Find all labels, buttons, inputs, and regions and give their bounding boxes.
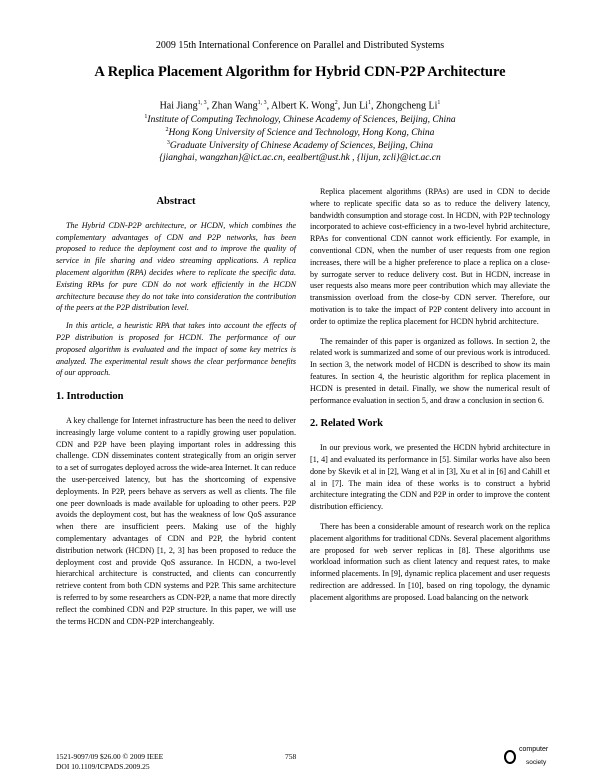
copyright-notice [56,752,163,772]
introduction-paragraph: A key challenge for Internet infrastructure has been the need to deliver increasingly large volume content to a rapidly growing user population. CDN and P2P have been playing important roles in addressing this challenge. CDN disseminates content strategically from an origin server to a set of surrogates deployed across the wide-area Internet. It can reduce the user-perceived latency, but has the shortcoming of expensive deployments. In P2P, peers behave as servers as well as clients. The file one peer downloads is made available for uploading to other peers. P2P avoids the deployment cost, but has the weakness of low QoS assurance when there are insufficient peers. Making use of the highly complementary advantages of CDN and P2P, the hybrid content distribution network (HCDN) [1, 2, 3] has been proposed to reduce the deployment cost and provide QoS assurance. In HCDN, a two-level hierarchical architecture is constructed, and clients can concurrently retrieve content from both CDN systems and P2P. This same architecture is referred to by some researchers as CDN-P2P, a name that more directly reflect the combined CDN and P2P structure. In this paper, we will use the terms HCDN and CDN-P2P interchangeably. [56,415,296,626]
page-number: 758 [285,752,297,761]
author-name: Jun Li [342,100,369,112]
computer-society-logo [504,746,554,770]
author-name: Zhongcheng Li [376,100,438,112]
related-work-paragraph: There has been a considerable amount of research work on the replica placement algorithms for traditional CDNs. Several placement algorithms are proposed for web server replicas in [8]. These algorithms use workload information such as client latency and request rates, to make informed placements. In [9], dynamic replica placement and user requests redirection are addressed. In [10], based on ring topology, the dynamic placement algorithms are proposed. Load balancing on the network [310,521,550,602]
affiliation-number: 1 [144,114,148,120]
author-name: Zhan Wang [211,100,258,112]
right-column [310,186,550,612]
affiliation-text: Graduate University of Chinese Academy of Sciences, Beijing, China [169,141,434,152]
logo-text-computer: computer [519,746,549,753]
author-affiliation-mark: 1 [368,100,372,106]
affiliation-number: 3 [166,140,170,146]
author-emails: {jianghai, wangzhan}@ict.ac.cn, eealbert@ust.hk , {lijun, zcli}@ict.ac.cn [159,153,441,163]
affiliation [0,114,600,125]
copyright-line: 1521-9097/09 $26.00 © 2009 IEEE [56,752,164,761]
abstract-paragraph: In this article, a heuristic RPA that takes into account the effects of P2P distribution is proposed for HCDN. The performance of our proposed algorithm is evaluated and the impact of some key metrics is analyzed. The experimental result shows the clear performance benefits of our approach. [56,321,296,378]
logo-text-society: society [526,759,547,766]
author-name: Hai Jiang [159,100,198,112]
affiliation-text: Hong Kong University of Science and Technology, Hong Kong, China [168,128,435,139]
paper-title: A Replica Placement Algorithm for Hybrid CDN-P2P Architecture [94,64,506,80]
author-list: Hai Jiang$^{1, 3}$, Zhan Wang$^{1, 3}$, Albert K. Wong$^2$, Jun Li$^1$, Zhongcheng Li$^1$ [159,100,441,112]
abstract-heading: Abstract [156,196,196,207]
doi-line: DOI 10.1109/ICPADS.2009.25 [56,762,150,771]
author-affiliation-mark: 1, 3 [257,100,267,106]
body-paragraph: The remainder of this paper is organized as follows. In section 2, the related work is summarized and some of our previous work is introduced. In section 3, the network model of HCDN is described to show its main features. In section 4, the heuristic algorithm for replica placement in HCDN is presented in detail. Finally, we show the numerical result of performance evaluation in section 5, and draw a conclusion in section 6. [310,336,550,405]
body-paragraph: Replica placement algorithms (RPAs) are used in CDN to decide where to replicate specific data so as to reduce the delivery latency, bandwidth consumption and storage cost. In HCDN, with P2P technology incorporated to achieve cost-efficiency in a two-level hybrid architecture, RPAs for conventional CDN cannot work efficiently. For example, in conventional CDN, when the number of user requests from one region increases, there will be a higher preference to place a replica on a close-by surrogate server to reduce delivery cost. But in HCDN, increase in user requests also means more peer contribution which may alleviate the transmission overload from the close-by CDN server. Therefore, our motivation is to take the impact of P2P content delivery into account in order to optimize the replica placement for HCDN hybrid architecture. [310,187,550,326]
affiliation [0,140,600,151]
author-affiliation-mark: 1 [437,100,441,106]
affiliation-text: Institute of Computing Technology, Chinese Academy of Sciences, Beijing, China [147,115,456,126]
author-name: Albert K. Wong [271,100,335,112]
computer-society-logo-icon [504,750,516,764]
related-work-paragraph: In our previous work, we presented the HCDN hybrid architecture in [1, 4] and evaluated its performance in [5]. Similar works have also been done by Skevik et al in [2], Wang et al in [3], Xu et al in [6] and Cahill et al in [7]. The main idea of these works is to construct a hybrid architecture integrating the CDN and P2P in order to improve the content distribution efficiency. [310,443,550,512]
related-work-heading: 2. Related Work [310,418,384,430]
introduction-heading: 1. Introduction [56,391,124,403]
abstract-paragraph: The Hybrid CDN-P2P architecture, or HCDN, which combines the complementary advantages of CDN and P2P networks, has been proposed to reduce the deployment cost and to improve the quality of service in file sharing and video streaming applications. A replica placement algorithm (RPA) decides where to replicate the specific data. Existing RPAs for pure CDN do not work efficiently in the HCDN architecture because they do not take into consideration the contribution of the peers at the P2P distribution level. [56,220,296,313]
conference-name: 2009 15th International Conference on Parallel and Distributed Systems [155,40,445,51]
author-affiliation-mark: 2 [334,100,338,106]
left-column [56,186,296,635]
author-affiliation-mark: 1, 3 [197,100,207,106]
affiliation [0,127,600,138]
affiliation-number: 2 [165,127,169,133]
